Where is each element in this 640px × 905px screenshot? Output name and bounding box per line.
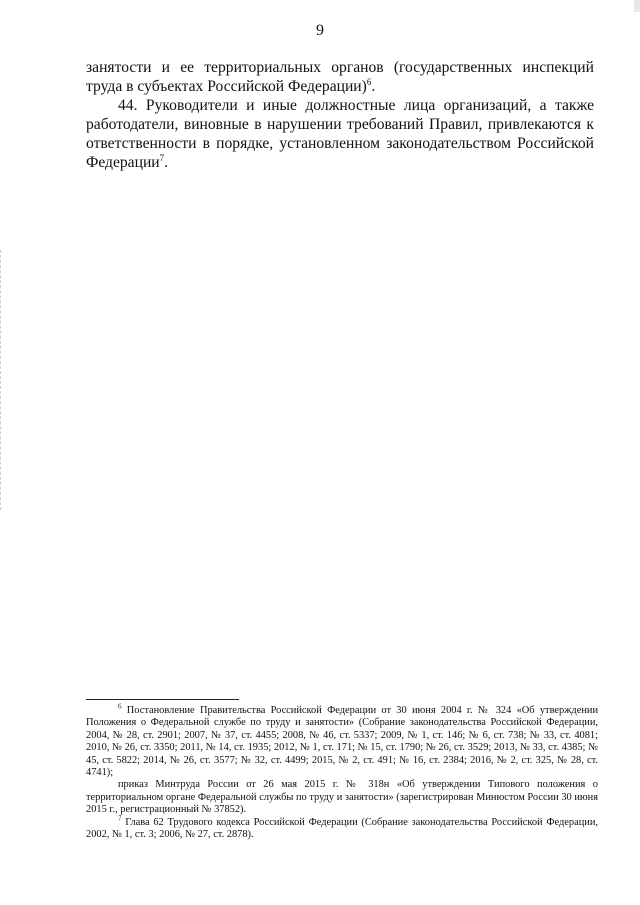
footnote-6 [86, 702, 598, 779]
paragraph-end: . [164, 154, 169, 171]
scan-corner-artifact [634, 0, 640, 12]
paragraph-end: . [371, 78, 376, 95]
footnote-text: Постановление Правительства Российской Федерации от 30 июня 2004 г. № 324 «Об утверждении Положения о Федеральной службе по труду и занятости» (Собрание законодательства Российской Федерации, 2004, № 28, ст. 2901; 2007, № 37, ст. 4455; 2008, № 46, ст. 5337; 2009, № 1, ст. 146; № 6, ст. 738; № 33, ст. 4081; 2010, № 26, ст. 3350; 2011, № 14, ст. 1935; 2012, № 1, ст. 171; № 15, ст. 1790; № 26, ст. 3529; 2013, № 33, ст. 4385; № 45, ст. 5822; 2014, № 26, ст. 3577; № 32, ст. 4499; 2015, № 2, ст. 491; № 16, ст. 2384; 2016, № 2, ст. 325, № 28, ст. 4741); [86, 705, 598, 779]
paragraph-text: 44. Руководители и иные должностные лица организаций, а также работодатели, виновные в нарушении требований Правил, привлекаются к ответственности в порядке, установленном законодательством Российской Федерации [86, 97, 594, 171]
main-text [86, 58, 594, 172]
footnote-6-continued [86, 779, 598, 816]
page-number: 9 [316, 22, 324, 39]
scan-edge-artifact [0, 250, 4, 510]
footnote-text: Глава 62 Трудового кодекса Российской Федерации (Собрание законодательства Российской Федерации, 2002, № 1, ст. 3; 2006, № 27, ст. 2878). [86, 816, 598, 841]
paragraph-44 [86, 96, 594, 172]
footnotes [86, 702, 598, 841]
footnote-ref: 6 [366, 76, 372, 87]
footnote-mark: 7 [118, 814, 122, 823]
paragraph-text: занятости и ее территориальных органов (государственных инспекций труда в субъектах Российской Федерации) [86, 59, 594, 95]
footnote-mark: 6 [118, 702, 122, 711]
footnote-ref: 7 [159, 152, 165, 163]
paragraph-continuation [86, 58, 594, 96]
footnote-text: приказ Минтруда России от 26 мая 2015 г. № 318н «Об утверждении Типового положения о территориальном органе Федеральной службы по труду и занятости» (зарегистрирован Минюстом России 30 июня 2015 г., регистрационный № 37852). [86, 779, 598, 816]
footnote-separator [86, 699, 239, 700]
footnote-7 [86, 814, 598, 842]
